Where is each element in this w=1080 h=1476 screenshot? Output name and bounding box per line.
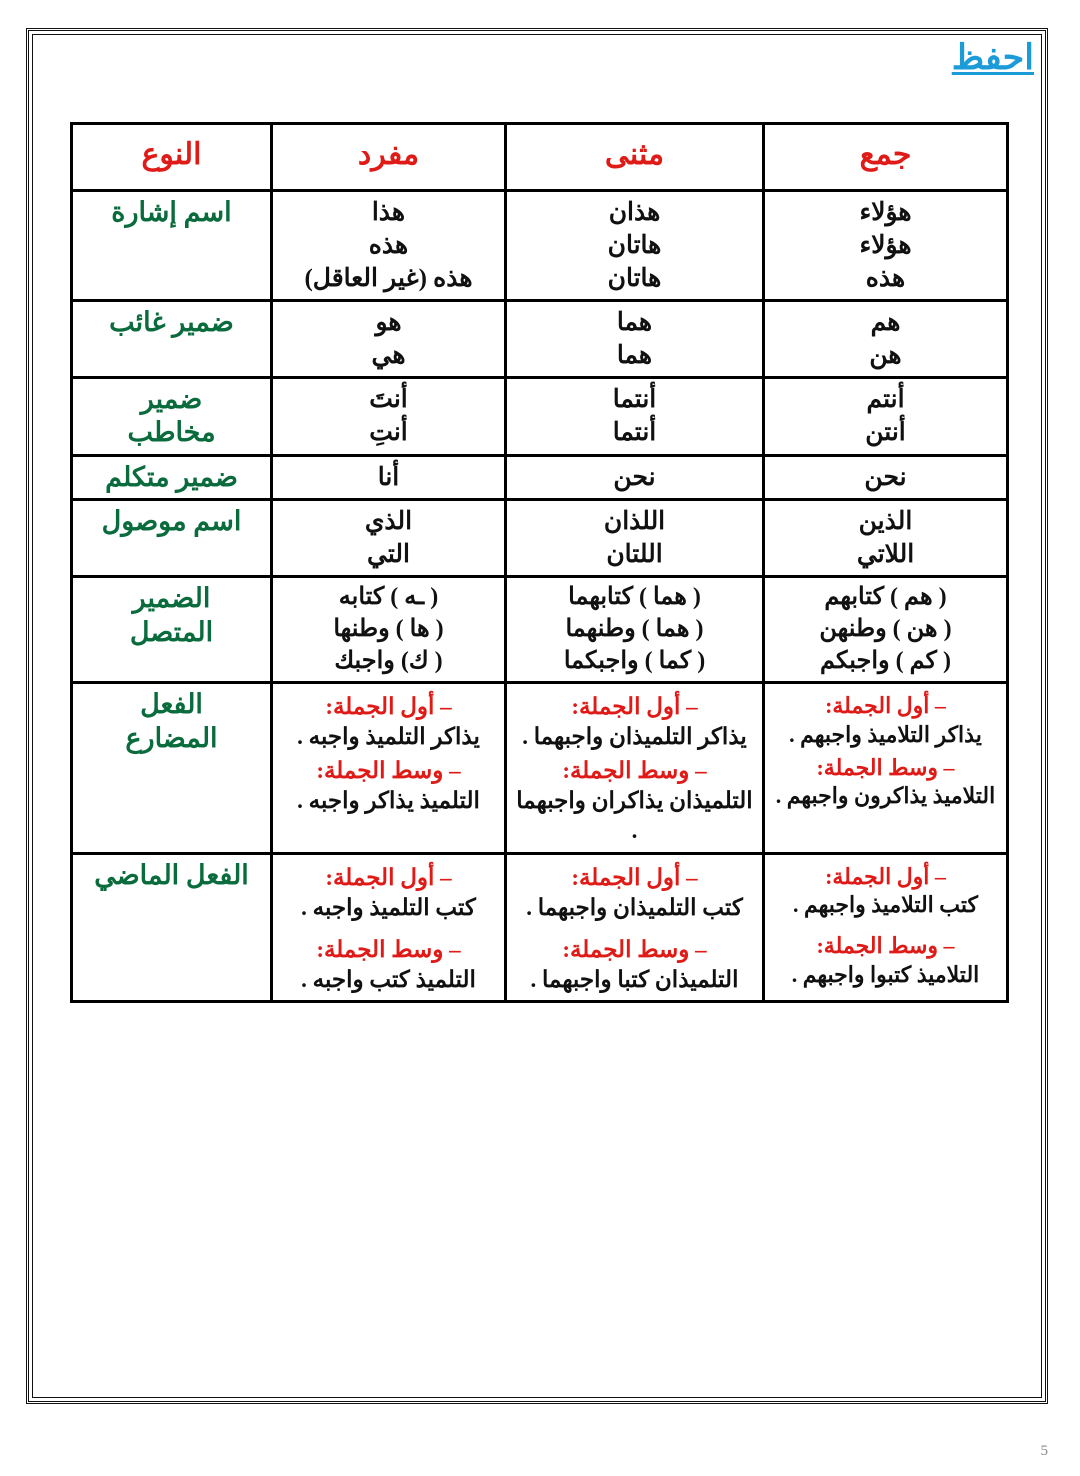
cell-dual: هذان هاتان هاتان (506, 191, 764, 301)
cell-plural: نحن (764, 455, 1008, 499)
cell-singular: هو هي (272, 301, 506, 378)
cell-singular: أنا (272, 455, 506, 499)
cell-plural: – أول الجملة: كتب التلاميذ واجبهم . – وسط الجملة: التلاميذ كتبوا واجبهم . (764, 853, 1008, 1002)
table-row (72, 378, 1008, 456)
cell-dual: – أول الجملة: كتب التلميذان واجبهما . – وسط الجملة: التلميذان كتبا واجبهما . (506, 853, 764, 1002)
column-header-singular: مفرد (272, 124, 506, 191)
column-header-type: النوع (72, 124, 272, 191)
example-spacer (279, 925, 498, 931)
column-header-dual: مثنى (506, 124, 764, 191)
cell-singular: – أول الجملة: يذاكر التلميذ واجبه . – وسط الجملة: التلميذ يذاكر واجبه . (272, 683, 506, 853)
table-header (72, 124, 1008, 191)
cell-plural: – أول الجملة: يذاكر التلاميذ واجبهم . – وسط الجملة: التلاميذ يذاكرون واجبهم . (764, 683, 1008, 853)
table-row (72, 577, 1008, 683)
page-title-area (952, 38, 1034, 78)
cell-type: ضمير متكلم (72, 455, 272, 499)
cell-singular: أنتَ أنتِ (272, 378, 506, 456)
cell-type: اسم موصول (72, 500, 272, 577)
example-spacer (771, 922, 1000, 928)
cell-singular: – أول الجملة: كتب التلميذ واجبه . – وسط الجملة: التلميذ كتب واجبه . (272, 853, 506, 1002)
cell-plural: هؤلاء هؤلاء هذه (764, 191, 1008, 301)
table-row (72, 301, 1008, 378)
cell-type: الفعل الماضي (72, 853, 272, 1002)
table-body (72, 191, 1008, 1002)
arabic-grammar-table (70, 122, 1009, 1003)
cell-dual: ( هما ) كتابهما ( هما ) وطنهما ( كما ) واجبكما (506, 577, 764, 683)
cell-type: الضمير المتصل (72, 577, 272, 683)
cell-plural: أنتم أنتن (764, 378, 1008, 456)
cell-dual: أنتما أنتما (506, 378, 764, 456)
example-spacer (513, 925, 756, 931)
cell-singular: هذا هذه هذه (غير العاقل) (272, 191, 506, 301)
table-row (72, 191, 1008, 301)
column-header-plural: جمع (764, 124, 1008, 191)
cell-dual: هما هما (506, 301, 764, 378)
table-row (72, 455, 1008, 499)
cell-singular: الذي التي (272, 500, 506, 577)
page-title: احفظ (951, 38, 1034, 77)
cell-dual: اللذان اللتان (506, 500, 764, 577)
table-header-row (72, 124, 1008, 191)
table-row (72, 853, 1008, 1002)
cell-type: الفعل المضارع (72, 683, 272, 853)
cell-type: اسم إشارة (72, 191, 272, 301)
cell-singular: ( ـه ) كتابه ( ها ) وطنها ( ك) واجبك (272, 577, 506, 683)
table-row (72, 500, 1008, 577)
cell-dual: نحن (506, 455, 764, 499)
cell-plural: هم هن (764, 301, 1008, 378)
cell-type: ضمير مخاطب (72, 378, 272, 456)
page-number: 5 (1040, 1443, 1048, 1459)
cell-type: ضمير غائب (72, 301, 272, 378)
cell-dual: – أول الجملة: يذاكر التلميذان واجبهما . – وسط الجملة: التلميذان يذاكران واجبهما . (506, 683, 764, 853)
cell-plural: الذين اللاتي (764, 500, 1008, 577)
cell-plural: ( هم ) كتابهم ( هن ) وطنهن ( كم ) واجبكم (764, 577, 1008, 683)
table-row (72, 683, 1008, 853)
